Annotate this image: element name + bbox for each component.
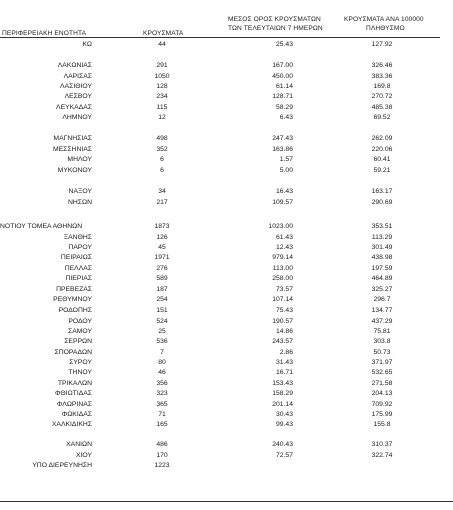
region-name: ΤΗΝΟΥ (68, 369, 92, 376)
cases-value: 34 (158, 188, 166, 195)
cases-value: 498 (156, 135, 168, 142)
cases-value: 356 (156, 380, 168, 387)
avg-7day-value: 16.71 (275, 369, 293, 376)
table-row (0, 337, 453, 347)
region-name: ΧΑΛΚΙΔΙΚΗΣ (51, 421, 92, 428)
region-name: ΦΛΩΡΙΝΑΣ (56, 401, 92, 408)
cases-value: 1873 (154, 223, 170, 230)
rate-per-100k-value: 134.77 (371, 307, 393, 314)
rate-per-100k-value: 270.72 (371, 93, 393, 100)
rate-per-100k-value: 326.46 (371, 62, 393, 69)
table-row (0, 145, 453, 155)
rate-per-100k-value: 310.37 (371, 441, 393, 448)
avg-7day-value: 61.43 (275, 234, 293, 241)
avg-7day-value: 167.00 (272, 62, 293, 69)
region-name: ΧΑΝΙΩΝ (66, 441, 92, 448)
region-name: ΛΕΣΒΟΥ (64, 93, 92, 100)
table-row (0, 222, 453, 232)
table-row (0, 233, 453, 243)
avg-7day-value: 31.43 (275, 359, 293, 366)
cases-value: 365 (156, 401, 168, 408)
avg-7day-value: 73.57 (275, 286, 293, 293)
rate-per-100k-value: 322.74 (371, 452, 393, 459)
cases-value: 7 (160, 349, 164, 356)
rate-per-100k-value: 290.69 (371, 199, 393, 206)
cases-value: 1223 (154, 462, 170, 469)
header-cases: ΚΡΟΥΣΜΑΤΑ (143, 30, 184, 37)
rate-per-100k-value: 60.41 (373, 156, 391, 163)
rate-per-100k-value: 437.29 (371, 318, 393, 325)
cases-value: 536 (156, 338, 168, 345)
region-name: ΛΕΥΚΑΔΑΣ (56, 104, 92, 111)
avg-7day-value: 153.43 (272, 380, 293, 387)
table-row (0, 72, 453, 82)
region-name: ΛΑΡΙΣΑΣ (63, 73, 92, 80)
table-row (0, 327, 453, 337)
cases-value: 524 (156, 318, 168, 325)
region-name: ΣΥΡΟΥ (69, 359, 92, 366)
cases-value: 6 (160, 167, 164, 174)
table-row (0, 82, 453, 92)
table-row (0, 187, 453, 197)
cases-value: 1971 (154, 254, 170, 261)
avg-7day-value: 450.00 (272, 73, 293, 80)
table-row (0, 61, 453, 71)
table-row (0, 264, 453, 274)
avg-7day-value: 14.86 (275, 328, 293, 335)
rate-per-100k-value: 69.52 (373, 114, 391, 121)
rate-per-100k-value: 301.49 (371, 244, 393, 251)
avg-7day-value: 2.86 (279, 349, 293, 356)
cases-value: 71 (158, 411, 166, 418)
region-name: ΜΗΛΟΥ (67, 156, 92, 163)
region-name: ΡΟΔΟΠΗΣ (58, 307, 92, 314)
table-row (0, 103, 453, 113)
cases-value: 45 (158, 244, 166, 251)
header-divider (0, 37, 440, 38)
region-name: ΝΑΞΟΥ (68, 188, 92, 195)
footer-divider (0, 501, 453, 502)
rate-per-100k-value: 271.58 (371, 380, 393, 387)
region-name: ΧΙΟΥ (75, 452, 92, 459)
rate-per-100k-value: 383.36 (371, 73, 393, 80)
rate-per-100k-value: 204.13 (371, 390, 393, 397)
region-name: ΚΩ (82, 41, 92, 48)
region-name: ΠΕΛΛΑΣ (64, 265, 92, 272)
avg-7day-value: 113.00 (272, 265, 293, 272)
rate-per-100k-value: 169.8 (373, 83, 391, 90)
header-rate-line1: ΚΡΟΥΣΜΑΤΑ ΑΝΑ 100000 (344, 16, 424, 23)
region-name: ΜΥΚΟΝΟΥ (57, 167, 92, 174)
region-name: ΠΑΡΟΥ (68, 244, 92, 251)
cases-value: 25 (158, 328, 166, 335)
avg-7day-value: 201.14 (272, 401, 293, 408)
region-name: ΣΠΟΡΑΔΩΝ (54, 349, 92, 356)
avg-7day-value: 258.00 (272, 275, 293, 282)
rate-per-100k-value: 163.17 (371, 188, 393, 195)
avg-7day-value: 6.43 (279, 114, 293, 121)
region-name: ΤΡΙΚΑΛΩΝ (57, 380, 92, 387)
rate-per-100k-value: 296.7 (373, 296, 391, 303)
table-row (0, 451, 453, 461)
rate-per-100k-value: 113.29 (371, 234, 393, 241)
header-region: ΠΕΡΙΦΕΡΕΙΑΚΗ ΕΝΟΤΗΤΑ (2, 30, 87, 37)
region-name: ΦΩΚΙΔΑΣ (61, 411, 92, 418)
rate-per-100k-value: 709.92 (371, 401, 393, 408)
cases-value: 44 (158, 41, 166, 48)
table-row (0, 295, 453, 305)
cases-value: 217 (156, 199, 168, 206)
region-name: ΞΑΝΘΗΣ (63, 234, 92, 241)
avg-7day-value: 1.57 (279, 156, 293, 163)
cases-value: 6 (160, 156, 164, 163)
region-name: ΛΑΣΙΘΙΟΥ (60, 83, 92, 90)
region-name: ΣΕΡΡΩΝ (64, 338, 92, 345)
avg-7day-value: 72.57 (275, 452, 293, 459)
rate-per-100k-value: 59.21 (373, 167, 391, 174)
table-row (0, 389, 453, 399)
region-name: ΠΕΙΡΑΙΩΣ (60, 254, 92, 261)
avg-7day-value: 75.43 (275, 307, 293, 314)
rate-per-100k-value: 175.99 (371, 411, 393, 418)
table-row (0, 274, 453, 284)
rate-per-100k-value: 464.89 (371, 275, 393, 282)
table-row (0, 155, 453, 165)
cases-value: 151 (156, 307, 168, 314)
avg-7day-value: 128.71 (272, 93, 293, 100)
table-row (0, 243, 453, 253)
rate-per-100k-value: 75.81 (373, 328, 391, 335)
avg-7day-value: 158.29 (272, 390, 293, 397)
cases-value: 323 (156, 390, 168, 397)
table-row (0, 198, 453, 208)
region-name: ΠΙΕΡΙΑΣ (65, 275, 92, 282)
table-row (0, 348, 453, 358)
table-row (0, 368, 453, 378)
rate-per-100k-value: 220.06 (371, 146, 393, 153)
avg-7day-value: 247.43 (272, 135, 293, 142)
cases-value: 352 (156, 146, 168, 153)
region-name: ΡΟΔΟΥ (68, 318, 92, 325)
header-avg-line1: ΜΕΣΟΣ ΟΡΟΣ ΚΡΟΥΣΜΑΤΩΝ (228, 16, 321, 23)
cases-value: 276 (156, 265, 168, 272)
table-row (0, 306, 453, 316)
avg-7day-value: 107.14 (272, 296, 293, 303)
header-avg-line2: ΤΩΝ ΤΕΛΕΥΤΑΙΩΝ 7 ΗΜΕΡΩΝ (228, 25, 323, 32)
rate-per-100k-value: 438.98 (371, 254, 393, 261)
cases-value: 80 (158, 359, 166, 366)
avg-7day-value: 58.29 (275, 104, 293, 111)
rate-per-100k-value: 353.51 (371, 223, 393, 230)
table-row (0, 40, 453, 50)
cases-value: 126 (156, 234, 168, 241)
avg-7day-value: 1023.00 (268, 223, 293, 230)
table-row (0, 379, 453, 389)
avg-7day-value: 61.14 (275, 83, 293, 90)
region-name: ΥΠΟ ΔΙΕΡΕΥΝΗΣΗ (32, 462, 92, 469)
avg-7day-value: 5.00 (279, 167, 293, 174)
rate-per-100k-value: 325.27 (371, 286, 393, 293)
cases-value: 165 (156, 421, 168, 428)
cases-value: 1050 (154, 73, 170, 80)
table-row (0, 410, 453, 420)
region-name: ΝΗΣΩΝ (67, 199, 92, 206)
table-row (0, 92, 453, 102)
rate-per-100k-value: 303.8 (373, 338, 391, 345)
avg-7day-value: 979.14 (272, 254, 293, 261)
cases-value: 234 (156, 93, 168, 100)
avg-7day-value: 240.43 (272, 441, 293, 448)
rate-per-100k-value: 155.8 (373, 421, 391, 428)
rate-per-100k-value: 485.38 (371, 104, 393, 111)
cases-value: 115 (156, 104, 168, 111)
avg-7day-value: 243.57 (272, 338, 293, 345)
table-row (0, 440, 453, 450)
rate-per-100k-value: 197.59 (371, 265, 393, 272)
cases-value: 187 (156, 286, 168, 293)
region-name: ΜΕΣΣΗΝΙΑΣ (52, 146, 92, 153)
region-name: ΜΑΓΝΗΣΙΑΣ (53, 135, 92, 142)
avg-7day-value: 190.57 (272, 318, 293, 325)
table-row (0, 400, 453, 410)
region-name: ΣΑΜΟΥ (68, 328, 92, 335)
header-rate-line2: ΠΛΗΘΥΣΜΟ (366, 25, 405, 32)
rate-per-100k-value: 127.92 (371, 41, 393, 48)
region-name: ΛΗΜΝΟΥ (62, 114, 92, 121)
cases-value: 486 (156, 441, 168, 448)
region-name: ΛΑΚΩΝΙΑΣ (57, 62, 92, 69)
table-row (0, 358, 453, 368)
cases-value: 12 (158, 114, 166, 121)
avg-7day-value: 163.86 (272, 146, 293, 153)
cases-value: 128 (156, 83, 168, 90)
avg-7day-value: 109.57 (272, 199, 293, 206)
cases-value: 46 (158, 369, 166, 376)
table-row (0, 253, 453, 263)
table-row (0, 461, 453, 471)
rate-per-100k-value: 262.09 (371, 135, 393, 142)
region-name: ΦΘΙΩΤΙΔΑΣ (55, 390, 92, 397)
cases-value: 291 (156, 62, 168, 69)
avg-7day-value: 12.43 (275, 244, 293, 251)
table-row (0, 420, 453, 430)
avg-7day-value: 25.43 (275, 41, 293, 48)
cases-value: 170 (156, 452, 168, 459)
avg-7day-value: 99.43 (275, 421, 293, 428)
table-row (0, 166, 453, 176)
cases-value: 589 (156, 275, 168, 282)
rate-per-100k-value: 50.73 (373, 349, 391, 356)
table-row (0, 134, 453, 144)
cases-value: 254 (156, 296, 168, 303)
avg-7day-value: 30.43 (275, 411, 293, 418)
region-name: ΡΕΘΥΜΝΟΥ (53, 296, 92, 303)
region-name: ΝΟΤΙΟΥ ΤΟΜΕΑ ΑΘΗΝΩΝ (0, 223, 83, 230)
rate-per-100k-value: 371.97 (371, 359, 393, 366)
avg-7day-value: 16.43 (275, 188, 293, 195)
region-name: ΠΡΕΒΕΖΑΣ (56, 286, 92, 293)
rate-per-100k-value: 532.65 (371, 369, 393, 376)
table-row (0, 317, 453, 327)
table-row (0, 113, 453, 123)
table-row (0, 285, 453, 295)
